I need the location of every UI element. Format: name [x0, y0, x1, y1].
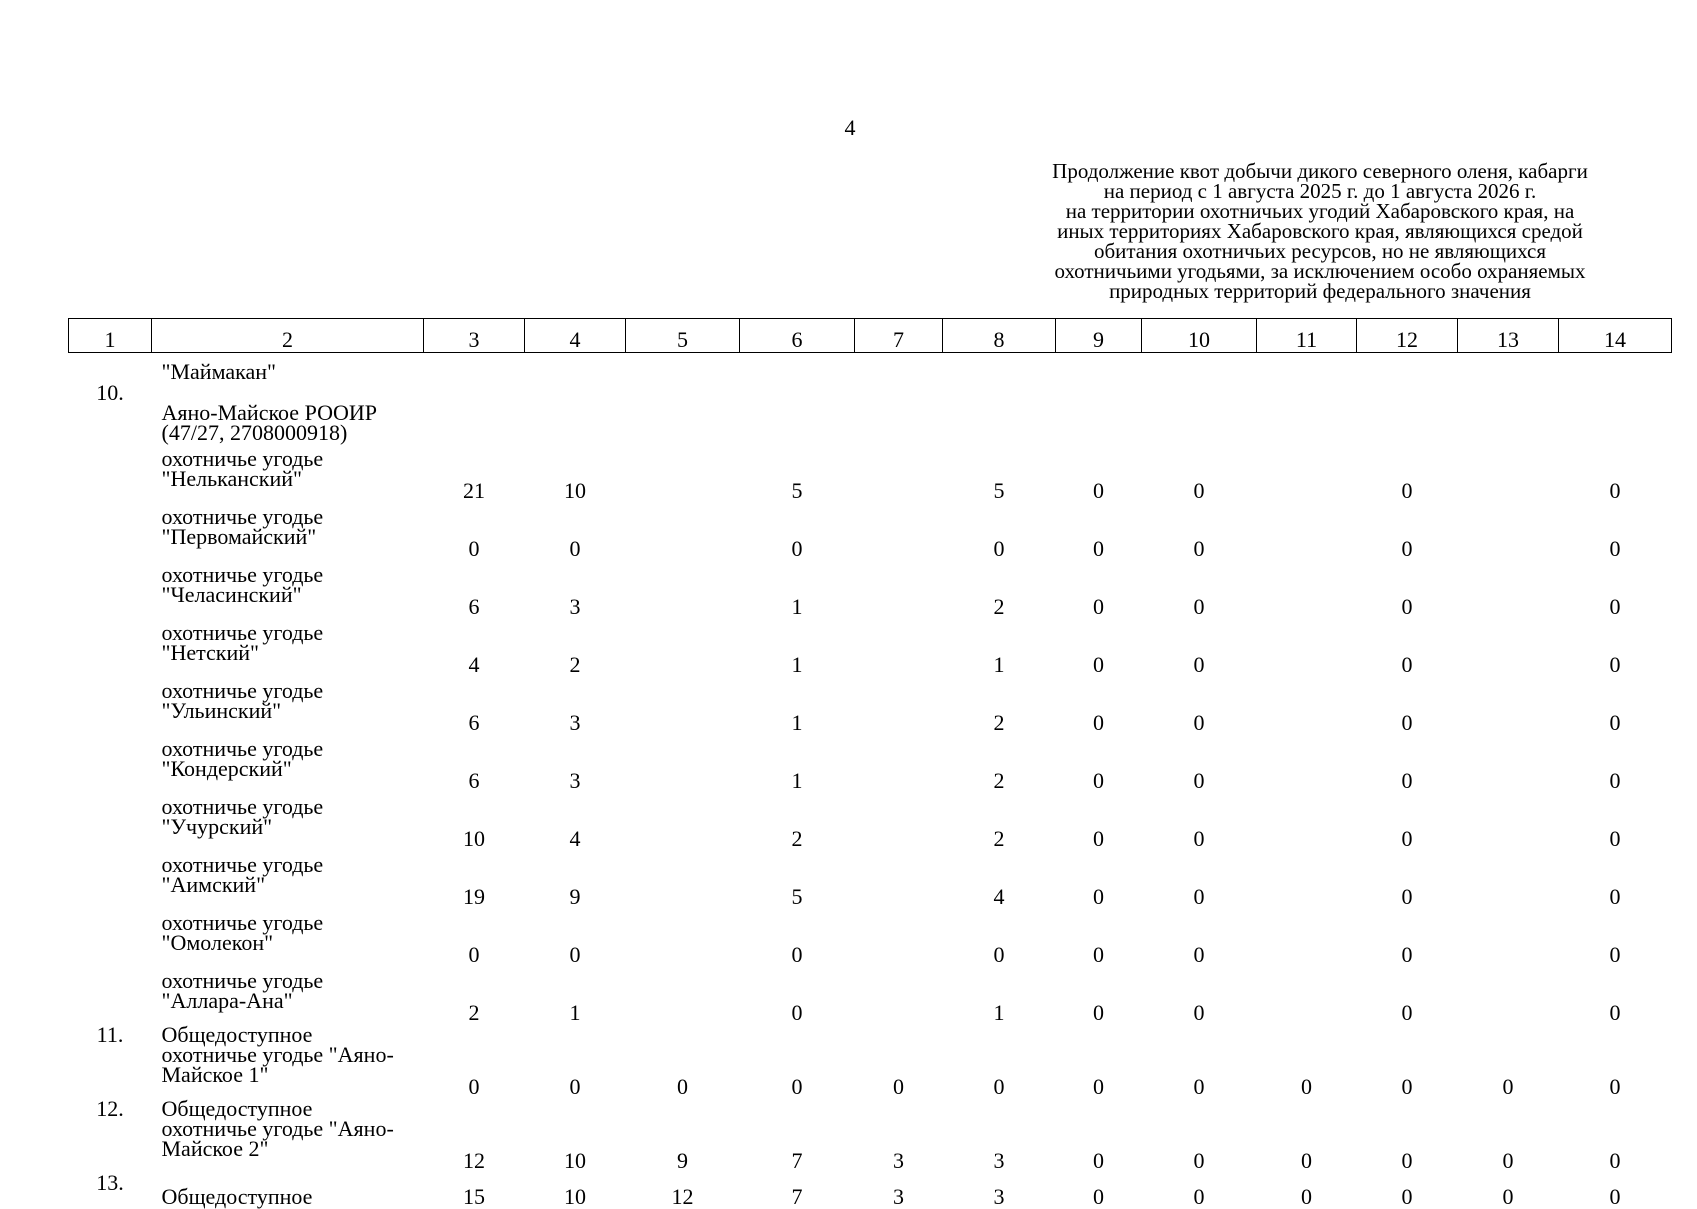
cell-col-3: 6	[468, 710, 480, 735]
cell-col-6: 1	[791, 594, 803, 619]
cell-col-7	[855, 353, 943, 382]
cell-col-12: 0	[1401, 826, 1413, 851]
table-heading: Продолжение квот добычи дикого северного оленя, кабарги на период с 1 августа 2025 г. до 1 августа 2026 г. на территории охотничьих угодий Хабаровского края, на иных территориях Хабаровского края, являющихся средой обитания охотничьих ресурсов, но не являющихся охотничьими угодьями, за исключением особо охраняемых природных территорий федерального значения	[1052, 159, 1588, 303]
cell-col-13: 0	[1502, 1074, 1514, 1099]
cell-col-13	[1458, 559, 1559, 617]
column-header-1: 1	[69, 319, 152, 353]
cell-col-13	[1458, 675, 1559, 733]
cell-col-14: 0	[1609, 594, 1621, 619]
table-row	[69, 675, 1672, 733]
column-header-5: 5	[626, 319, 740, 353]
cell-col-9: 0	[1093, 1074, 1104, 1099]
cell-col-13	[1458, 381, 1559, 443]
cell-col-8: 4	[993, 884, 1005, 909]
table-row	[69, 907, 1672, 965]
column-header-12: 12	[1357, 319, 1458, 353]
cell-col-10: 0	[1193, 652, 1205, 677]
table-row	[69, 617, 1672, 675]
cell-col-3: 0	[468, 942, 480, 967]
cell-col-5	[626, 791, 740, 849]
cell-col-14	[1559, 381, 1672, 443]
cell-col-12: 0	[1401, 942, 1413, 967]
cell-col-4: 0	[569, 1074, 581, 1099]
cell-col-11	[1257, 353, 1357, 382]
cell-col-11	[1257, 791, 1357, 849]
cell-col-8: 0	[993, 1074, 1005, 1099]
cell-col-3: 10	[463, 826, 485, 851]
cell-col-10: 0	[1193, 1000, 1205, 1025]
cell-col-8: 1	[993, 652, 1005, 677]
row-number: 10.	[96, 380, 124, 405]
cell-col-6: 7	[791, 1184, 803, 1209]
cell-col-3	[424, 353, 525, 382]
cell-col-7: 3	[893, 1148, 904, 1173]
cell-col-5	[626, 559, 740, 617]
cell-col-4: 3	[569, 594, 581, 619]
cell-col-12	[1357, 381, 1458, 443]
column-header-7: 7	[855, 319, 943, 353]
table-row	[69, 559, 1672, 617]
row-number	[69, 849, 152, 907]
table-row	[69, 501, 1672, 559]
cell-col-5	[626, 733, 740, 791]
cell-col-8: 3	[993, 1184, 1005, 1209]
table-header	[69, 319, 1672, 353]
cell-col-5: 12	[671, 1184, 694, 1209]
row-name: охотничье угодье "Учурский"	[161, 794, 324, 839]
cell-col-14: 0	[1609, 652, 1621, 677]
cell-col-12: 0	[1401, 1074, 1413, 1099]
cell-col-7	[855, 791, 943, 849]
cell-col-14: 0	[1609, 1184, 1621, 1209]
cell-col-9: 0	[1093, 826, 1104, 851]
cell-col-3: 0	[468, 536, 480, 561]
cell-col-4: 1	[569, 1000, 581, 1025]
cell-col-7	[855, 907, 943, 965]
cell-col-12: 0	[1401, 652, 1413, 677]
cell-col-5: 9	[677, 1148, 688, 1173]
column-header-3: 3	[424, 319, 525, 353]
cell-col-8	[943, 353, 1056, 382]
cell-col-7: 0	[893, 1074, 904, 1099]
cell-col-11	[1257, 617, 1357, 675]
cell-col-3	[424, 381, 525, 443]
cell-col-12: 0	[1401, 768, 1413, 793]
cell-col-8: 2	[993, 710, 1005, 735]
cell-col-3: 4	[468, 652, 480, 677]
cell-col-10: 0	[1193, 884, 1205, 909]
row-number: 11.	[96, 1022, 124, 1047]
cell-col-13	[1458, 353, 1559, 382]
row-name: охотничье угодье "Аимский"	[161, 852, 324, 897]
cell-col-12: 0	[1401, 1000, 1413, 1025]
table-row	[69, 353, 1672, 382]
cell-col-6: 1	[791, 652, 803, 677]
row-name: Общедоступное охотничье угодье "Аяно- Майское 1"	[161, 1022, 394, 1087]
cell-col-5	[626, 617, 740, 675]
cell-col-8: 2	[993, 826, 1005, 851]
cell-col-8: 0	[993, 942, 1005, 967]
cell-col-5: 0	[677, 1074, 688, 1099]
cell-col-13	[1458, 443, 1559, 501]
cell-col-6: 5	[791, 884, 803, 909]
cell-col-14	[1559, 353, 1672, 382]
cell-col-10	[1142, 353, 1257, 382]
cell-col-6	[740, 381, 855, 443]
cell-col-4: 10	[564, 1148, 586, 1173]
cell-col-9	[1056, 381, 1142, 443]
cell-col-9	[1056, 353, 1142, 382]
cell-col-3: 19	[463, 884, 485, 909]
cell-col-9: 0	[1093, 710, 1104, 735]
cell-col-7	[855, 733, 943, 791]
cell-col-6: 2	[791, 826, 803, 851]
cell-col-8: 2	[993, 594, 1005, 619]
row-number: 13.	[96, 1170, 124, 1195]
cell-col-11	[1257, 907, 1357, 965]
cell-col-11: 0	[1301, 1184, 1312, 1209]
row-name: охотничье угодье "Аллара-Ана"	[161, 968, 324, 1013]
row-number	[69, 791, 152, 849]
cell-col-9: 0	[1093, 536, 1104, 561]
row-number	[69, 965, 152, 1023]
column-header-6: 6	[740, 319, 855, 353]
cell-col-4: 3	[569, 710, 581, 735]
cell-col-13	[1458, 617, 1559, 675]
cell-col-14: 0	[1609, 478, 1621, 503]
cell-col-10: 0	[1193, 710, 1205, 735]
cell-col-13: 0	[1502, 1184, 1514, 1209]
cell-col-6: 0	[791, 942, 803, 967]
cell-col-5	[626, 849, 740, 907]
page-number: 4	[844, 115, 856, 140]
cell-col-12: 0	[1401, 1148, 1413, 1173]
header-row	[69, 319, 1672, 353]
cell-col-11: 0	[1301, 1074, 1312, 1099]
cell-col-8	[943, 381, 1056, 443]
column-header-9: 9	[1056, 319, 1142, 353]
cell-col-6: 7	[791, 1148, 803, 1173]
cell-col-14: 0	[1609, 710, 1621, 735]
cell-col-8: 5	[993, 478, 1005, 503]
cell-col-13	[1458, 791, 1559, 849]
cell-col-7	[855, 443, 943, 501]
cell-col-6: 0	[791, 1074, 803, 1099]
cell-col-13	[1458, 965, 1559, 1023]
cell-col-7	[855, 965, 943, 1023]
cell-col-7	[855, 381, 943, 443]
cell-col-5	[626, 965, 740, 1023]
cell-col-11	[1257, 965, 1357, 1023]
cell-col-13	[1458, 733, 1559, 791]
cell-col-3: 0	[468, 1074, 480, 1099]
cell-col-12	[1357, 353, 1458, 382]
cell-col-11	[1257, 675, 1357, 733]
column-header-14: 14	[1559, 319, 1672, 353]
cell-col-11	[1257, 559, 1357, 617]
cell-col-7	[855, 675, 943, 733]
row-name: Общедоступное охотничье угодье "Аяно- Майское 2"	[161, 1096, 394, 1161]
cell-col-12: 0	[1401, 884, 1413, 909]
cell-col-6: 0	[791, 1000, 803, 1025]
cell-col-13: 0	[1502, 1148, 1514, 1173]
cell-col-3: 6	[468, 594, 480, 619]
cell-col-9: 0	[1093, 1184, 1104, 1209]
cell-col-3: 6	[468, 768, 480, 793]
cell-col-3: 15	[463, 1184, 485, 1209]
cell-col-3: 21	[463, 478, 485, 503]
cell-col-4: 3	[569, 768, 581, 793]
cell-col-11	[1257, 443, 1357, 501]
cell-col-4: 10	[564, 478, 586, 503]
row-number: 12.	[96, 1096, 124, 1121]
row-number	[69, 617, 152, 675]
cell-col-14: 0	[1609, 536, 1621, 561]
cell-col-4	[525, 353, 626, 382]
cell-col-11: 0	[1301, 1148, 1312, 1173]
cell-col-14: 0	[1609, 1074, 1621, 1099]
cell-col-5	[626, 907, 740, 965]
cell-col-10: 0	[1193, 1148, 1205, 1173]
cell-col-14: 0	[1609, 1000, 1621, 1025]
cell-col-4: 10	[564, 1184, 586, 1209]
cell-col-8: 3	[993, 1148, 1005, 1173]
cell-col-7	[855, 617, 943, 675]
cell-col-10: 0	[1193, 1184, 1205, 1209]
cell-col-11	[1257, 381, 1357, 443]
table-row	[69, 1171, 1672, 1207]
cell-col-14: 0	[1609, 826, 1621, 851]
table-row	[69, 381, 1672, 443]
cell-col-10: 0	[1193, 768, 1205, 793]
table-body	[69, 353, 1672, 1208]
cell-col-6	[740, 353, 855, 382]
row-name: охотничье угодье "Первомайский"	[161, 504, 324, 549]
row-name: охотничье угодье "Ульинский"	[161, 678, 324, 723]
cell-col-12: 0	[1401, 1184, 1413, 1209]
row-name: охотничье угодье "Челасинский"	[161, 562, 324, 607]
table-row	[69, 791, 1672, 849]
row-name: "Маймакан"	[161, 359, 276, 384]
column-header-2: 2	[152, 319, 424, 353]
cell-col-9: 0	[1093, 768, 1104, 793]
row-number	[69, 353, 152, 382]
cell-col-7	[855, 849, 943, 907]
row-name: охотничье угодье "Нетский"	[161, 620, 324, 665]
cell-col-11	[1257, 733, 1357, 791]
cell-col-13	[1458, 907, 1559, 965]
cell-col-6: 1	[791, 768, 803, 793]
cell-col-12: 0	[1401, 594, 1413, 619]
row-name: охотничье угодье "Кондерский"	[161, 736, 324, 781]
cell-col-13	[1458, 849, 1559, 907]
row-number	[69, 675, 152, 733]
cell-col-4: 4	[569, 826, 581, 851]
cell-col-5	[626, 443, 740, 501]
cell-col-7: 3	[893, 1184, 904, 1209]
cell-col-7	[855, 559, 943, 617]
column-header-11: 11	[1257, 319, 1357, 353]
row-number	[69, 443, 152, 501]
cell-col-9: 0	[1093, 478, 1104, 503]
cell-col-8: 2	[993, 768, 1005, 793]
cell-col-4: 0	[569, 536, 581, 561]
row-number	[69, 559, 152, 617]
table-row	[69, 1023, 1672, 1097]
cell-col-4: 9	[569, 884, 581, 909]
cell-col-4: 0	[569, 942, 581, 967]
cell-col-12: 0	[1401, 710, 1413, 735]
cell-col-3: 12	[463, 1148, 485, 1173]
cell-col-6: 1	[791, 710, 803, 735]
table-row	[69, 733, 1672, 791]
table-row	[69, 965, 1672, 1023]
column-header-4: 4	[525, 319, 626, 353]
table-row	[69, 1097, 1672, 1171]
cell-col-9: 0	[1093, 1148, 1104, 1173]
cell-col-10: 0	[1193, 478, 1205, 503]
row-name: Аяно-Майское РООИР (47/27, 2708000918)	[161, 400, 377, 445]
cell-col-12: 0	[1401, 478, 1413, 503]
cell-col-10: 0	[1193, 826, 1205, 851]
cell-col-5	[626, 381, 740, 443]
cell-col-6: 5	[791, 478, 803, 503]
row-name: охотничье угодье "Омолекон"	[161, 910, 324, 955]
cell-col-12: 0	[1401, 536, 1413, 561]
cell-col-8: 1	[993, 1000, 1005, 1025]
column-header-13: 13	[1458, 319, 1559, 353]
table-row	[69, 849, 1672, 907]
row-name: охотничье угодье "Нельканский"	[161, 446, 324, 491]
cell-col-14: 0	[1609, 884, 1621, 909]
cell-col-5	[626, 675, 740, 733]
cell-col-10	[1142, 381, 1257, 443]
cell-col-11	[1257, 849, 1357, 907]
cell-col-7	[855, 501, 943, 559]
cell-col-11	[1257, 501, 1357, 559]
cell-col-9: 0	[1093, 594, 1104, 619]
cell-col-8: 0	[993, 536, 1005, 561]
column-header-8: 8	[943, 319, 1056, 353]
cell-col-9: 0	[1093, 652, 1104, 677]
cell-col-9: 0	[1093, 1000, 1104, 1025]
row-number	[69, 907, 152, 965]
cell-col-13	[1458, 501, 1559, 559]
row-number	[69, 501, 152, 559]
cell-col-10: 0	[1193, 536, 1205, 561]
quota-table	[68, 318, 1672, 1207]
cell-col-14: 0	[1609, 1148, 1621, 1173]
table-row	[69, 443, 1672, 501]
cell-col-14: 0	[1609, 768, 1621, 793]
cell-col-6: 0	[791, 536, 803, 561]
cell-col-4: 2	[569, 652, 581, 677]
cell-col-5	[626, 501, 740, 559]
cell-col-9: 0	[1093, 884, 1104, 909]
cell-col-3: 2	[468, 1000, 480, 1025]
cell-col-14: 0	[1609, 942, 1621, 967]
column-header-10: 10	[1142, 319, 1257, 353]
row-name: Общедоступное	[161, 1184, 313, 1209]
cell-col-5	[626, 353, 740, 382]
cell-col-10: 0	[1193, 594, 1205, 619]
cell-col-4	[525, 381, 626, 443]
cell-col-9: 0	[1093, 942, 1104, 967]
cell-col-10: 0	[1193, 1074, 1205, 1099]
cell-col-10: 0	[1193, 942, 1205, 967]
row-number	[69, 733, 152, 791]
